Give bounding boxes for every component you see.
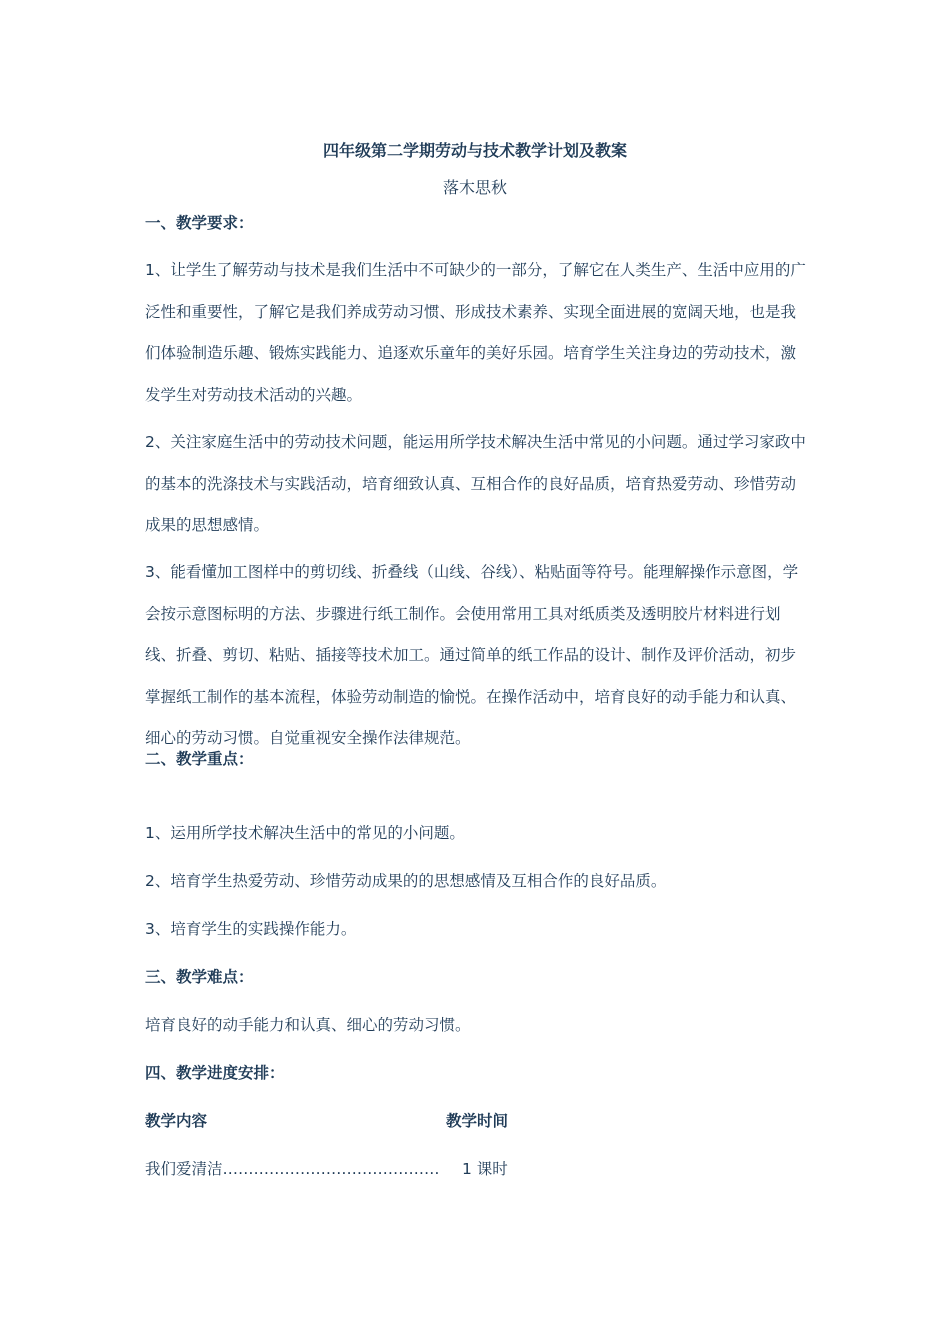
document-author: 落木思秋 — [442, 178, 507, 197]
section-heading-key-points: 二、教学重点： — [145, 750, 254, 768]
schedule-column-time: 教学时间 — [446, 1112, 509, 1130]
key-points-item-1: 1、运用所学技术解决生活中的常见的小问题。 — [145, 824, 465, 842]
requirements-paragraph-1: 1、让学生了解劳动与技术是我们生活中不可缺少的一部分，了解它在人类生产、生活中应用的广泛性和重要性，了解它是我们养成劳动习惯、形成技术素养、实现全面进展的宽阔天地，也是我们体验制造乐趣、锻炼实践能力、追逐欢乐童年的美好乐园。培育学生关注身边的劳动技术，激发学生对劳动技术活动的兴趣。 — [145, 261, 806, 404]
schedule-row-time: 1 课时 — [462, 1160, 508, 1178]
schedule-column-content: 教学内容 — [145, 1112, 208, 1130]
schedule-row-content: 我们爱清洁…………………………………… — [145, 1160, 440, 1178]
requirements-paragraph-2: 2、关注家庭生活中的劳动技术问题，能运用所学技术解决生活中常见的小问题。通过学习家政中的基本的洗涤技术与实践活动，培育细致认真、互相合作的良好品质，培育热爱劳动、珍惜劳动成果的思想感情。 — [145, 433, 806, 534]
difficulties-item-1: 培育良好的动手能力和认真、细心的劳动习惯。 — [145, 1016, 471, 1034]
section-heading-requirements: 一、教学要求： — [145, 214, 254, 232]
key-points-item-3: 3、培育学生的实践操作能力。 — [145, 920, 357, 938]
section-heading-schedule: 四、教学进度安排： — [145, 1064, 285, 1082]
key-points-item-2: 2、培育学生热爱劳动、珍惜劳动成果的的思想感情及互相合作的良好品质。 — [145, 872, 667, 890]
section-heading-difficulties: 三、教学难点： — [145, 968, 254, 986]
requirements-paragraph-3: 3、能看懂加工图样中的剪切线、折叠线（山线、谷线）、粘贴面等符号。能理解操作示意图，学会按示意图标明的方法、步骤进行纸工制作。会使用常用工具对纸质类及透明胶片材料进行划线、折叠、剪切、粘贴、插接等技术加工。通过简单的纸工作品的设计、制作及评价活动，初步掌握纸工制作的基本流程，体验劳动制造的愉悦。在操作活动中，培育良好的动手能力和认真、细心的劳动习惯。自觉重视安全操作法律规范。 — [145, 563, 799, 747]
document-title: 四年级第二学期劳动与技术教学计划及教案 — [322, 141, 627, 160]
